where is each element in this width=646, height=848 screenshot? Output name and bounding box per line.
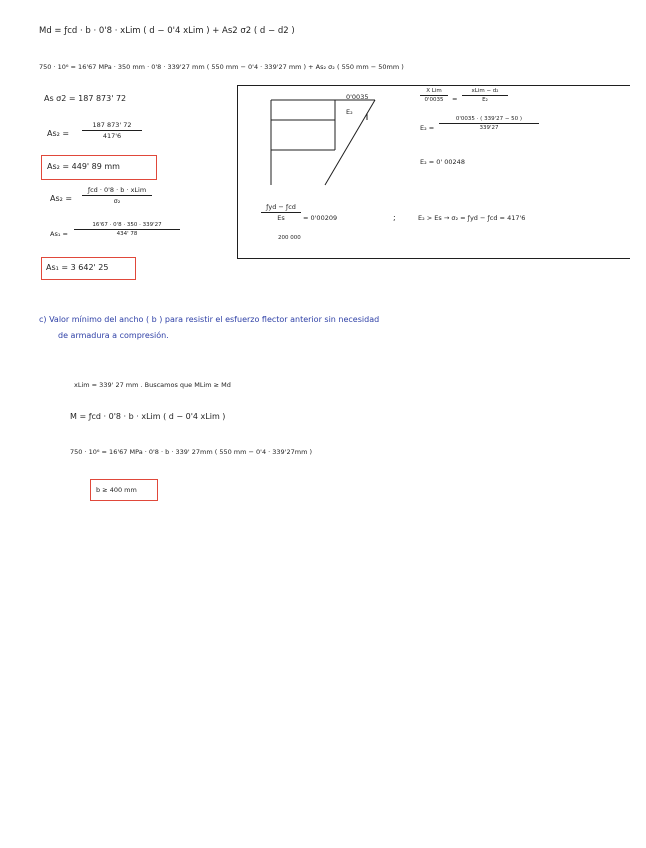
strain-e2-label: E₂ xyxy=(346,108,353,116)
yield-strain-numerator: ƒyd − ƒcd xyxy=(266,203,296,211)
e2-value: E₂ = 0' 00248 xyxy=(420,158,465,166)
separator-semicolon: ; xyxy=(393,213,396,222)
strain-panel xyxy=(237,85,630,259)
e2-denominator: 339'27 xyxy=(479,125,499,131)
moment-formula: M = ƒcd · 0'8 · b · xLim ( d − 0'4 xLim ) xyxy=(70,412,226,421)
as2-formula-lhs: As₂ = xyxy=(50,194,73,203)
as2-numerator: 187 873' 72 xyxy=(92,121,132,129)
e2-numerator: 0'0035 · ( 339'27 − 50 ) xyxy=(455,116,523,122)
ratio-fraction-right xyxy=(462,88,508,103)
as1-numerator: 16'67 · 0'8 · 350 · 339'27 xyxy=(92,222,162,228)
as2-result: As₂ = 449' 89 mm xyxy=(47,162,120,171)
as2-formula-denominator: σ₂ xyxy=(113,197,121,205)
ratio-num-right: xLim − d₂ xyxy=(471,88,499,94)
ratio-equals: = xyxy=(452,95,458,103)
yield-strain-result: = 0'00209 xyxy=(303,214,338,222)
as1-denominator: 434' 78 xyxy=(116,231,138,237)
section-c-title-line2: de armadura a compresión. xyxy=(58,331,169,340)
e2-lhs: E₂ = xyxy=(420,124,435,132)
as2-formula-numerator: ƒcd · 0'8 · b · xLim xyxy=(87,186,147,194)
as2-denominator: 417'6 xyxy=(102,132,122,140)
es-modulus: 200 000 xyxy=(278,235,301,241)
as2-formula-fraction xyxy=(82,186,152,205)
yield-strain-fraction xyxy=(261,203,301,222)
as2-fraction xyxy=(82,121,142,140)
moment-equation: Md = ƒcd · b · 0'8 · xLim ( d − 0'4 xLim ) + As2 σ2 ( d − d2 ) xyxy=(39,26,295,36)
ratio-den-right: E₂ xyxy=(482,97,488,103)
strain-diagram xyxy=(263,90,383,200)
ratio-den-left: 0'0035 xyxy=(424,97,444,103)
ratio-num-left: X Lim xyxy=(426,88,442,94)
as1-lhs: As₁ = xyxy=(50,230,68,238)
ratio-fraction-left xyxy=(420,88,448,103)
yield-strain-denominator: Es xyxy=(277,214,285,222)
as2-lhs: As₂ = xyxy=(47,129,70,138)
section-c-title-line1: c) Valor mínimo del ancho ( b ) para resistir el esfuerzo flector anterior sin necesidad xyxy=(39,315,380,324)
xlim-condition: xLim = 339' 27 mm . Buscamos que MLim ≥ Md xyxy=(74,381,231,389)
strain-top-label: 0'0035 xyxy=(346,93,369,101)
as1-result: As₁ = 3 642' 25 xyxy=(46,263,109,272)
as-sigma-value: As σ2 = 187 873' 72 xyxy=(44,94,127,103)
e2-fraction xyxy=(439,116,539,131)
as1-fraction xyxy=(74,222,180,237)
width-numeric-equation: 750 · 10⁶ = 16'67 MPa · 0'8 · b · 339' 27mm ( 550 mm − 0'4 · 339'27mm ) xyxy=(70,448,313,456)
steel-stress-conclusion: E₂ > Es → σ₂ = ƒyd − ƒcd = 417'6 xyxy=(418,214,526,222)
width-result: b ≥ 400 mm xyxy=(96,486,137,494)
numeric-substitution: 750 · 10⁶ = 16'67 MPa · 350 mm · 0'8 · 339'27 mm ( 550 mm − 0'4 · 339'27 mm ) + As₂ σ₂ ( 550 mm − 50mm ) xyxy=(39,63,404,71)
